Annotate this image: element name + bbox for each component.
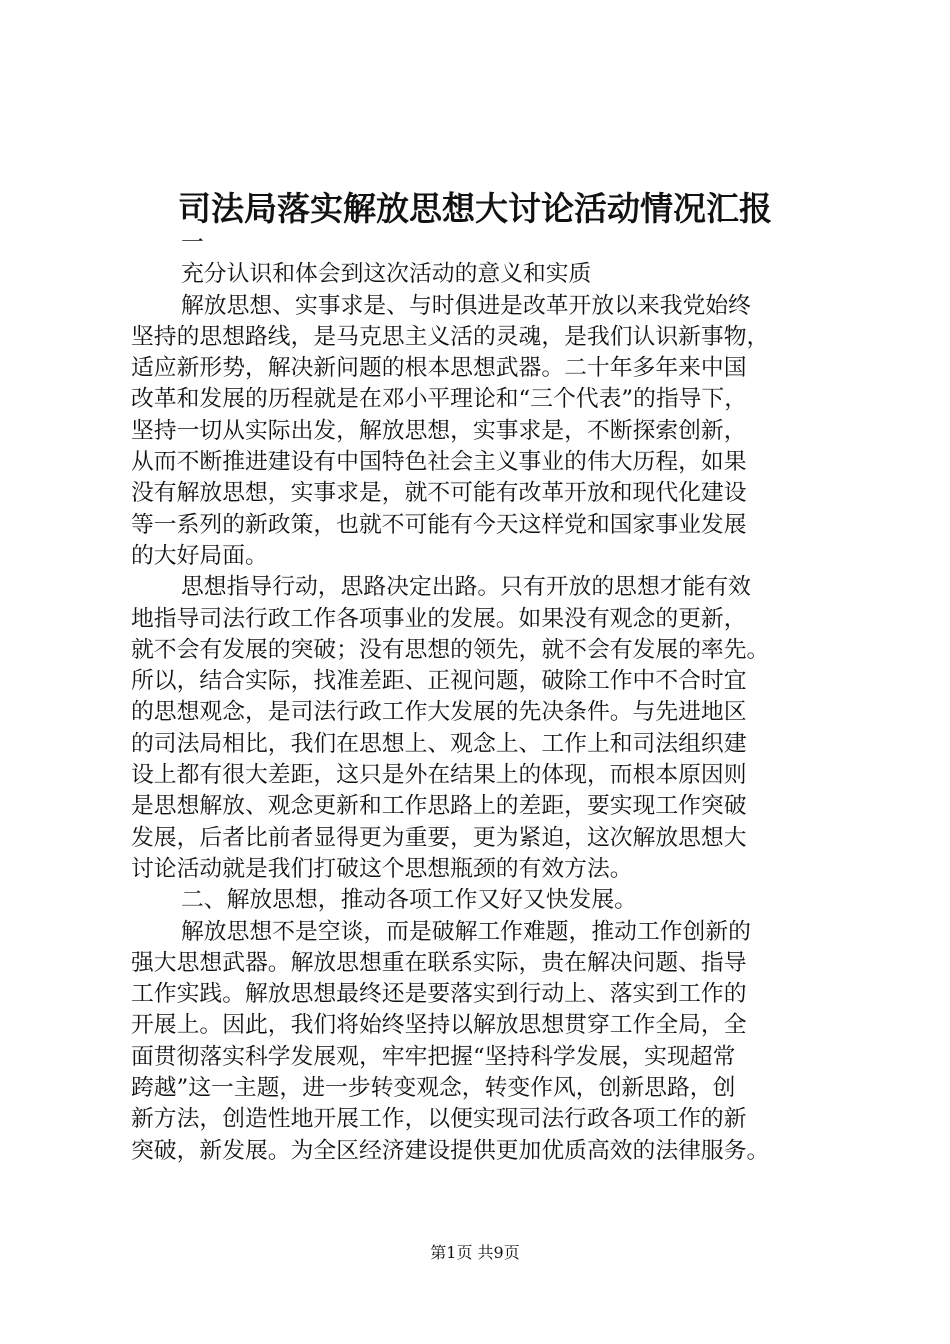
section-heading: 充分认识和体会到这次活动的意义和实质 <box>181 261 592 288</box>
paragraph-line: 跨越”这一主题，进一步转变观念，转变作风，创新思路，创 <box>131 1075 736 1102</box>
paragraph-line: 等一系列的新政策，也就不可能有今天这样党和国家事业发展 <box>131 511 747 538</box>
section-heading: 二、解放思想，推动各项工作又好又快发展。 <box>181 887 637 914</box>
paragraph-line: 工作实践。解放思想最终还是要落实到行动上、落实到工作的 <box>131 981 747 1008</box>
paragraph-line: 讨论活动就是我们打破这个思想瓶颈的有效方法。 <box>131 855 633 882</box>
paragraph-line: 发展，后者比前者显得更为重要，更为紧迫，这次解放思想大 <box>131 824 747 851</box>
paragraph-line: 适应新形势，解决新问题的根本思想武器。二十年多年来中国 <box>131 355 747 382</box>
paragraph-line: 新方法，创造性地开展工作，以便实现司法行政各项工作的新 <box>131 1106 747 1133</box>
document-body <box>131 228 851 1167</box>
paragraph-line: 所以，结合实际，找准差距、正视问题，破除工作中不合时宜 <box>131 668 747 695</box>
paragraph-line: 是思想解放、观念更新和工作思路上的差距，要实现工作突破 <box>131 793 747 820</box>
paragraph-line: 没有解放思想，实事求是，就不可能有改革开放和现代化建设 <box>131 480 747 507</box>
paragraph-line: 坚持一切从实际出发，解放思想，实事求是，不断探索创新， <box>131 417 747 444</box>
paragraph-line: 突破，新发展。为全区经济建设提供更加优质高效的法律服务。 <box>131 1137 770 1164</box>
paragraph-line: 面贯彻落实科学发展观，牢牢把握“坚持科学发展，实现超常 <box>131 1043 736 1070</box>
paragraph-line: 开展上。因此，我们将始终坚持以解放思想贯穿工作全局，全 <box>131 1012 747 1039</box>
paragraph-line: 解放思想不是空谈，而是破解工作难题，推动工作创新的 <box>181 918 751 945</box>
page-number-footer: 第1页 共9页 <box>430 1243 520 1262</box>
paragraph-line: 从而不断推进建设有中国特色社会主义事业的伟大历程，如果 <box>131 449 747 476</box>
section-number: 一 <box>181 230 204 256</box>
paragraph-line: 思想指导行动，思路决定出路。只有开放的思想才能有效 <box>181 574 751 601</box>
paragraph-line: 就不会有发展的突破；没有思想的领先，就不会有发展的率先。 <box>131 636 770 663</box>
document-title: 司法局落实解放思想大讨论活动情况汇报 <box>178 189 772 228</box>
paragraph-line: 解放思想、实事求是、与时俱进是改革开放以来我党始终 <box>181 292 751 319</box>
paragraph-line: 的大好局面。 <box>131 542 268 569</box>
paragraph-line: 坚持的思想路线，是马克思主义活的灵魂，是我们认识新事物， <box>131 323 770 350</box>
paragraph-line: 的司法局相比，我们在思想上、观念上、工作上和司法组织建 <box>131 730 747 757</box>
paragraph-line: 的思想观念，是司法行政工作大发展的先决条件。与先进地区 <box>131 699 747 726</box>
paragraph-line: 强大思想武器。解放思想重在联系实际，贵在解决问题、指导 <box>131 949 747 976</box>
paragraph-line: 地指导司法行政工作各项事业的发展。如果没有观念的更新， <box>131 605 747 632</box>
paragraph-line: 设上都有很大差距，这只是外在结果上的体现，而根本原因则 <box>131 762 747 789</box>
paragraph-line: 改革和发展的历程就是在邓小平理论和“三个代表”的指导下， <box>131 386 748 413</box>
